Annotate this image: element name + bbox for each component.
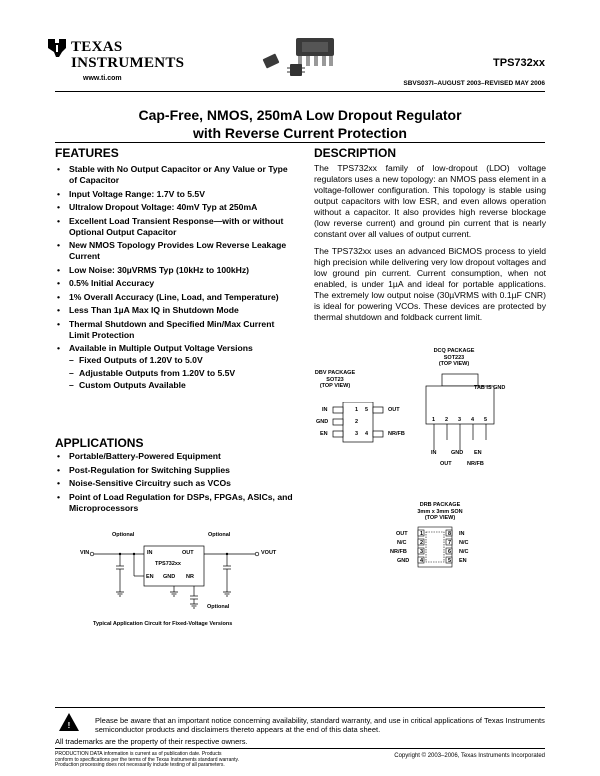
dcq-package-title	[418, 348, 490, 368]
dcq-label-in: IN	[431, 450, 437, 456]
description-body	[314, 163, 546, 329]
applications-heading: APPLICATIONS	[55, 436, 144, 450]
drb-pin-5: 5	[448, 558, 452, 564]
applications-list	[55, 451, 295, 516]
dbv-pin-nrfb: NR/FB	[388, 431, 405, 437]
drb-pin-7: 7	[448, 540, 452, 546]
drb-pin-1: 1	[420, 531, 424, 537]
list-item: • Stable with No Output Capacitor or Any Value or Type of Capacitor	[55, 164, 295, 186]
ti-state-logo-icon	[45, 37, 69, 59]
dcq-pin-3: 3	[458, 417, 462, 423]
list-item: • Point of Load Regulation for DSPs, FPGAs, ASICs, and Microprocessors	[55, 492, 295, 514]
website-link[interactable]: www.ti.com	[83, 75, 122, 82]
dbv-pin-1: 1	[355, 407, 359, 413]
title-line1: Cap-Free, NMOS, 250mA Low Dropout Regulator	[138, 107, 462, 123]
drb-pin-nc-6: N/C	[459, 549, 469, 555]
list-item: • Portable/Battery-Powered Equipment	[55, 451, 295, 462]
sub-list	[69, 355, 295, 391]
drb-pin-gnd: GND	[397, 558, 410, 564]
dcq-label-gnd: GND	[451, 450, 464, 456]
features-heading: FEATURES	[55, 146, 119, 160]
list-item: • 0.5% Initial Accuracy	[55, 278, 295, 289]
production-data-note: PRODUCTION DATA information is current as of publication date. Products conform to specifications per the terms of the Texas Instruments standard warranty. Production processing does not necessarily include testing of all parameters.	[55, 751, 240, 768]
list-item-text: Available in Multiple Output Voltage Versions	[69, 343, 253, 353]
drb-pin-6: 6	[448, 549, 452, 555]
drb-pin-nc-7: N/C	[459, 540, 469, 546]
warning-icon	[58, 712, 80, 732]
dbv-pin-5: 5	[365, 407, 369, 413]
title-line2: with Reverse Current Protection	[193, 125, 407, 141]
dcq-package-drawing	[420, 372, 500, 452]
drb-name: DRB PACKAGE	[419, 502, 461, 508]
circuit-caption: Typical Application Circuit for Fixed-Voltage Versions	[93, 621, 233, 627]
ti-logo	[45, 33, 185, 82]
dcq-pin-1: 1	[432, 417, 436, 423]
drb-pin-en: EN	[459, 558, 467, 564]
list-item: • Low Noise: 30µVRMS Typ (10kHz to 100kHz)	[55, 265, 295, 276]
list-item: • Thermal Shutdown and Specified Min/Max Current Limit Protection	[55, 319, 295, 341]
dbv-pin-4: 4	[365, 431, 369, 437]
drb-pin-nrfb: NR/FB	[390, 549, 407, 555]
list-item: • Excellent Load Transient Response—with or without Optional Output Capacitor	[55, 216, 295, 238]
features-list	[55, 164, 295, 394]
drb-pin-in: IN	[459, 531, 465, 537]
dcq-label-nrfb: NR/FB	[467, 461, 484, 467]
dcq-name: DCQ PACKAGE	[433, 348, 475, 354]
application-circuit-diagram	[72, 530, 282, 630]
drb-view: (TOP VIEW)	[424, 515, 456, 521]
dbv-view: (TOP VIEW)	[319, 383, 351, 389]
dcq-pin-4: 4	[471, 417, 475, 423]
sub-list-item: – Fixed Outputs of 1.20V to 5.0V	[69, 355, 295, 366]
list-item: • Post-Regulation for Switching Supplies	[55, 465, 295, 476]
vout-label: VOUT	[261, 550, 277, 556]
list-item: • Noise-Sensitive Circuitry such as VCOs	[55, 478, 295, 489]
page-title	[0, 106, 600, 142]
optional-in-label: Optional	[112, 532, 135, 538]
footer-rule-2	[55, 748, 545, 749]
drb-pin-8: 8	[448, 531, 452, 537]
list-item: • Ultralow Dropout Voltage: 40mV Typ at 250mA	[55, 202, 295, 213]
chip-pin-nr: NR	[186, 574, 194, 580]
drb-pin-out: OUT	[396, 531, 408, 537]
list-item	[55, 343, 295, 391]
part-number: TPS732xx	[493, 57, 545, 69]
drb-size: 3mm x 3mm SON	[417, 508, 463, 515]
brand-line1: TEXAS	[71, 39, 123, 55]
dbv-pin-3: 3	[355, 431, 359, 437]
footer-rule	[55, 707, 545, 708]
vin-label: VIN	[80, 550, 90, 556]
brand-line2: INSTRUMENTS	[71, 55, 185, 71]
description-heading: DESCRIPTION	[314, 146, 397, 160]
drb-pin-nc: N/C	[397, 540, 407, 546]
dbv-pin-en: EN	[320, 431, 328, 437]
dbv-pin-out: OUT	[388, 407, 400, 413]
chip-pin-gnd: GND	[163, 574, 176, 580]
header-rule	[55, 91, 545, 92]
description-paragraph-1: The TPS732xx family of low-dropout (LDO) voltage regulators uses a new topology: an NMOS pass element in a voltage-follower configuration. This topology is stable using output capacitors with low ESR, and even allows operation without a capacitor. It also provides high reverse blockage (low reverse current) and ground pin current that is nearly constant over all values of output current.	[314, 163, 546, 239]
copyright: Copyright © 2003–2006, Texas Instruments Incorporated	[394, 753, 545, 759]
dbv-pin-2: 2	[355, 419, 359, 425]
dcq-view: (TOP VIEW)	[438, 361, 470, 367]
drb-package-title	[400, 502, 480, 522]
list-item: • Less Than 1µA Max IQ in Shutdown Mode	[55, 305, 295, 316]
list-item: • New NMOS Topology Provides Low Reverse Leakage Current	[55, 240, 295, 262]
sub-list-item: – Adjustable Outputs from 1.20V to 5.5V	[69, 368, 295, 379]
package-photo-icon	[262, 36, 352, 80]
dcq-pin-2: 2	[445, 417, 449, 423]
dbv-pin-gnd: GND	[316, 419, 329, 425]
optional-out-label: Optional	[208, 532, 231, 538]
dbv-type: SOT23	[326, 376, 344, 383]
sub-list-item: – Custom Outputs Available	[69, 380, 295, 391]
title-rule	[55, 142, 545, 143]
drb-package-drawing	[410, 526, 460, 568]
document-id: SBVS037I–AUGUST 2003–REVISED MAY 2006	[403, 80, 545, 87]
dbv-pin-in: IN	[322, 407, 328, 413]
dcq-label-out: OUT	[440, 461, 452, 467]
drb-pin-2: 2	[420, 540, 424, 546]
trademarks-note: All trademarks are the property of their respective owners.	[55, 737, 248, 746]
list-item: • 1% Overall Accuracy (Line, Load, and Temperature)	[55, 292, 295, 303]
description-paragraph-2: The TPS732xx uses an advanced BiCMOS process to yield high precision while delivering very low dropout voltages and low ground pin current. Current consumption, when not enabled, is under 1µA and ideal for portable applications. The extremely low output noise (30µVRMS with 0.1µF CNR) is ideal for powering VCOs. These devices are protected by thermal shutdown and foldback current limit.	[314, 246, 546, 322]
dbv-package-title	[300, 370, 370, 390]
dcq-type: SOT223	[443, 354, 465, 361]
chip-pin-in: IN	[147, 550, 153, 556]
dbv-name: DBV PACKAGE	[314, 370, 356, 376]
important-notice: Please be aware that an important notice concerning availability, standard warranty, and use in critical applications of Texas Instruments semiconductor products and disclaimers thereto appears at the end of this data sheet.	[95, 716, 545, 734]
chip-pin-out: OUT	[182, 550, 194, 556]
dcq-label-en: EN	[474, 450, 482, 456]
drb-pin-4: 4	[420, 558, 424, 564]
svg-text:!: !	[67, 721, 71, 730]
optional-nr-label: Optional	[207, 604, 230, 610]
chip-pin-en: EN	[146, 574, 154, 580]
drb-pin-3: 3	[420, 549, 424, 555]
list-item: • Input Voltage Range: 1.7V to 5.5V	[55, 189, 295, 200]
chip-name: TPS732xx	[155, 561, 181, 567]
dcq-pin-5: 5	[484, 417, 488, 423]
dcq-tab-label: TAB IS GND	[474, 385, 506, 391]
